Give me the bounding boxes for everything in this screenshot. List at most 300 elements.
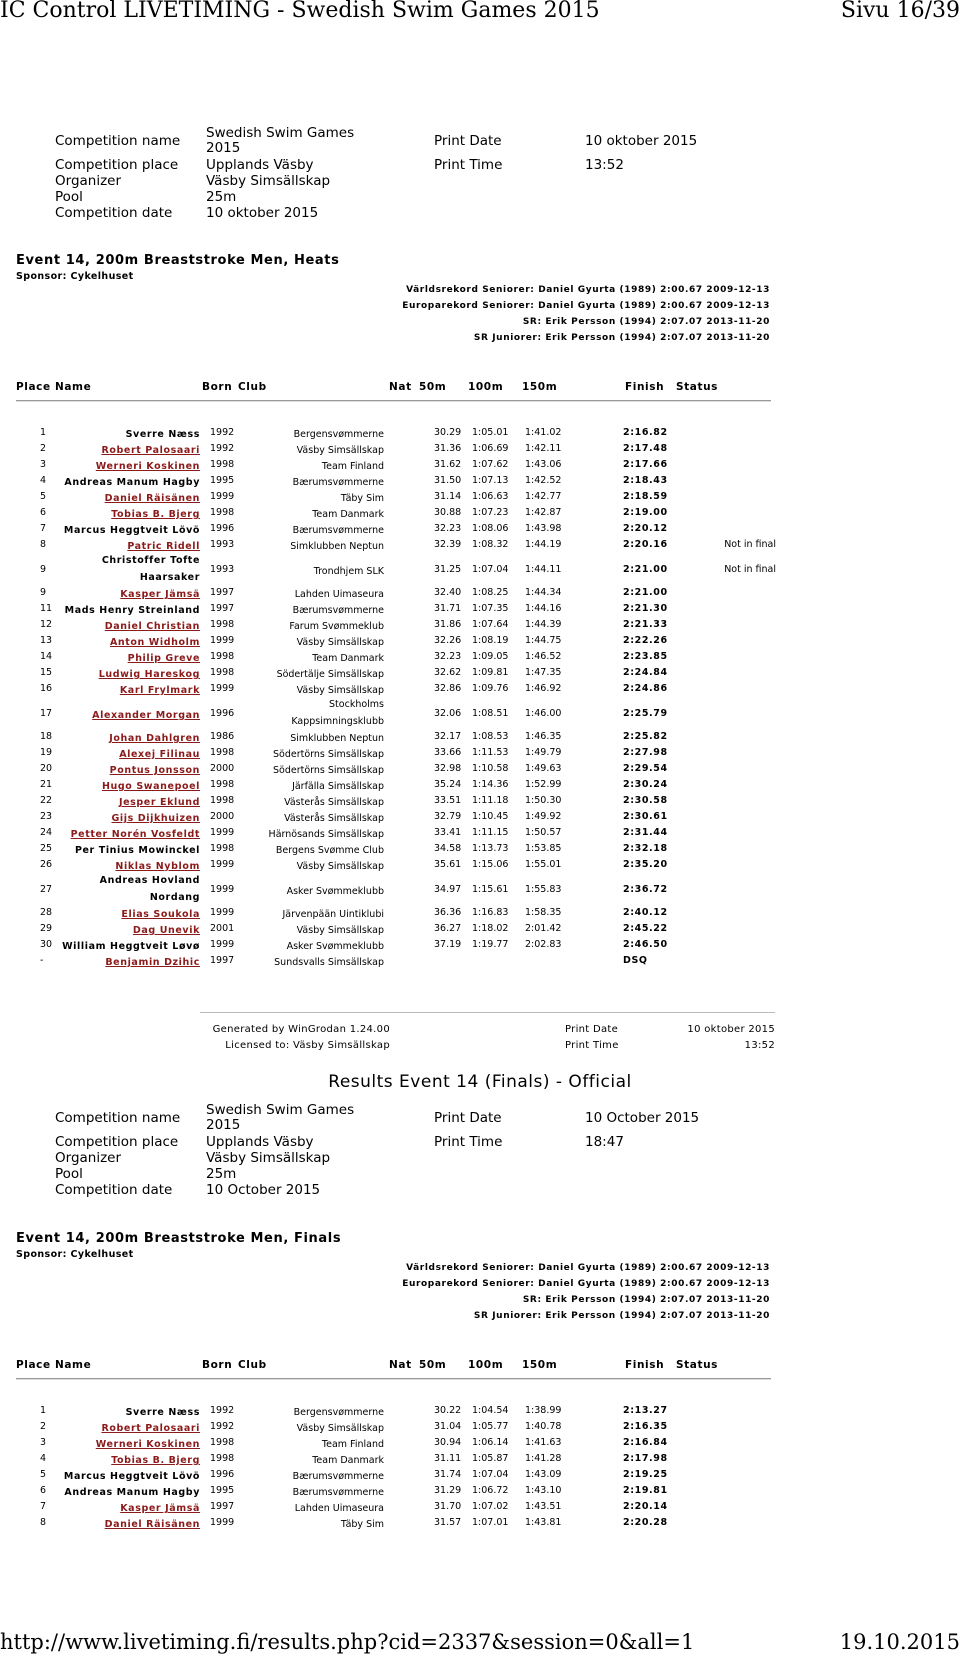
table-row [16, 939, 776, 955]
club-cell: Simklubben Neptun [290, 541, 384, 552]
split-150-cell: 1:44.39 [525, 619, 562, 630]
swimmer-name: Andreas Manum Hagby [64, 1487, 200, 1498]
split-150-cell: 1:49.92 [525, 811, 562, 822]
swimmer-link[interactable]: Benjamin Dzihic [105, 957, 200, 968]
finish-cell: 2:21.00 [623, 564, 668, 575]
split-50-cell: 30.29 [434, 427, 462, 438]
split-100-cell: 1:06.69 [472, 443, 509, 454]
finish-cell: 2:20.16 [623, 539, 668, 550]
competition-date-value: 10 oktober 2015 [206, 205, 319, 221]
split-50-cell: 34.58 [434, 843, 462, 854]
split-100-cell: 1:06.72 [472, 1485, 509, 1496]
print-date-label: Print Date [565, 1024, 619, 1035]
table-row [16, 459, 776, 475]
split-50-cell: 33.51 [434, 795, 462, 806]
place-cell: 29 [40, 923, 53, 934]
results-heading: Results Event 14 (Finals) - Official [328, 1072, 632, 1092]
split-100-cell: 1:06.63 [472, 491, 509, 502]
print-time-label: Print Time [434, 157, 503, 173]
swimmer-link[interactable]: Niklas Nyblom [115, 861, 200, 872]
swimmer-link[interactable]: Kasper Jämsä [120, 1503, 200, 1514]
finish-cell: 2:17.98 [623, 1453, 668, 1464]
col-150m: 150m [522, 381, 558, 393]
split-50-cell: 35.24 [434, 779, 462, 790]
place-cell: 27 [40, 884, 53, 895]
split-100-cell: 1:05.01 [472, 427, 509, 438]
born-cell: 1992 [210, 427, 235, 438]
competition-date-label: Competition date [55, 205, 173, 221]
swimmer-link[interactable]: Pontus Jonsson [109, 765, 200, 776]
page-header [0, 0, 960, 26]
split-50-cell: 32.39 [434, 539, 462, 550]
swimmer-link[interactable]: Patric Ridell [127, 541, 200, 552]
table-row [16, 475, 776, 491]
record-line: SR: Erik Persson (1994) 2:07.07 2013-11-20 [522, 317, 770, 327]
born-cell: 1999 [210, 859, 235, 870]
born-cell: 1996 [210, 1469, 235, 1480]
split-50-cell: 33.41 [434, 827, 462, 838]
swimmer-name: Mads Henry Streinland [64, 605, 200, 616]
col-50m: 50m [419, 1359, 447, 1371]
place-cell: 6 [40, 1485, 47, 1496]
place-cell: 14 [40, 651, 53, 662]
finish-cell: DSQ [623, 955, 648, 966]
split-100-cell: 1:07.64 [472, 619, 509, 630]
finish-cell: 2:45.22 [623, 923, 668, 934]
split-100-cell: 1:08.19 [472, 635, 509, 646]
club-cell: Bærumsvømmerne [292, 605, 384, 616]
born-cell: 1998 [210, 651, 235, 662]
swimmer-link[interactable]: Petter Norén Vosfeldt [70, 829, 200, 840]
split-100-cell: 1:08.53 [472, 731, 509, 742]
divider [16, 400, 771, 402]
swimmer-link[interactable]: Daniel Christian [104, 621, 200, 632]
place-cell: 9 [40, 564, 47, 575]
record-line: Europarekord Seniorer: Daniel Gyurta (1989) 2:00.67 2009-12-13 [402, 301, 770, 311]
born-cell: 1998 [210, 667, 235, 678]
club-cell: Järfälla Simsällskap [292, 781, 384, 792]
split-150-cell: 1:53.85 [525, 843, 562, 854]
swimmer-link[interactable]: Gijs Dijkhuizen [111, 813, 200, 824]
split-50-cell: 32.98 [434, 763, 462, 774]
pool-value: 25m [206, 189, 237, 205]
table-row [16, 1453, 776, 1469]
record-line: Europarekord Seniorer: Daniel Gyurta (1989) 2:00.67 2009-12-13 [402, 1279, 770, 1289]
place-cell: 30 [40, 939, 53, 950]
competition-name-label: Competition name [55, 1110, 181, 1126]
split-150-cell: 1:46.35 [525, 731, 562, 742]
club-cell: Lahden Uimaseura [294, 1503, 384, 1514]
competition-place-value: Upplands Väsby [206, 157, 314, 173]
born-cell: 1999 [210, 683, 235, 694]
print-date-value: 10 October 2015 [585, 1110, 700, 1126]
split-50-cell: 31.50 [434, 475, 462, 486]
finish-cell: 2:21.30 [623, 603, 668, 614]
finish-cell: 2:25.82 [623, 731, 668, 742]
print-time-value: 13:52 [744, 1040, 775, 1051]
split-100-cell: 1:11.53 [472, 747, 509, 758]
place-cell: - [40, 955, 44, 966]
pool-label: Pool [55, 1166, 83, 1182]
club-cell: Bærumsvømmerne [292, 477, 384, 488]
competition-name-value-2: 2015 [206, 1117, 241, 1133]
split-150-cell: 1:58.35 [525, 907, 562, 918]
col-100m: 100m [468, 1359, 504, 1371]
place-cell: 4 [40, 1453, 47, 1464]
organizer-value: Väsby Simsällskap [206, 173, 331, 189]
finish-cell: 2:35.20 [623, 859, 668, 870]
split-50-cell: 30.88 [434, 507, 462, 518]
split-50-cell: 31.14 [434, 491, 462, 502]
col-club: Club [238, 381, 267, 393]
divider [16, 1378, 771, 1380]
col-club: Club [238, 1359, 267, 1371]
heats-event-title: Event 14, 200m Breaststroke Men, Heats [16, 253, 340, 268]
split-50-cell: 31.11 [434, 1453, 462, 1464]
split-100-cell: 1:05.87 [472, 1453, 509, 1464]
table-row [16, 427, 776, 443]
table-row [16, 795, 776, 811]
table-row [16, 523, 776, 539]
table-row [16, 747, 776, 763]
place-cell: 24 [40, 827, 53, 838]
split-50-cell: 32.62 [434, 667, 462, 678]
split-100-cell: 1:13.73 [472, 843, 509, 854]
split-150-cell: 1:42.11 [525, 443, 562, 454]
club-cell: Bærumsvømmerne [292, 1471, 384, 1482]
swimmer-link[interactable]: Kasper Jämsä [120, 589, 200, 600]
split-100-cell: 1:19.77 [472, 939, 509, 950]
page-footer [0, 1630, 960, 1654]
swimmer-link[interactable]: Jesper Eklund [118, 797, 200, 808]
club-cell: Farum Svømmeklub [289, 621, 384, 632]
split-150-cell: 1:40.78 [525, 1421, 562, 1432]
split-150-cell: 2:01.42 [525, 923, 562, 934]
place-cell: 3 [40, 1437, 47, 1448]
table-row [16, 619, 776, 635]
place-cell: 9 [40, 587, 47, 598]
split-150-cell: 1:41.28 [525, 1453, 562, 1464]
split-100-cell: 1:07.62 [472, 459, 509, 470]
place-cell: 23 [40, 811, 53, 822]
table-row [16, 699, 776, 731]
table-row [16, 491, 776, 507]
finish-cell: 2:30.58 [623, 795, 668, 806]
split-100-cell: 1:09.76 [472, 683, 509, 694]
col-50m: 50m [419, 381, 447, 393]
col-nat: Nat [389, 381, 412, 393]
born-cell: 1999 [210, 635, 235, 646]
place-cell: 21 [40, 779, 53, 790]
col-100m: 100m [468, 381, 504, 393]
swimmer-link[interactable]: Tobias B. Bjerg [111, 509, 200, 520]
swimmer-link[interactable]: Philip Greve [127, 653, 200, 664]
finish-cell: 2:17.66 [623, 459, 668, 470]
place-cell: 19 [40, 747, 53, 758]
swimmer-link[interactable]: Johan Dahlgren [109, 733, 200, 744]
table-row [16, 1517, 776, 1533]
born-cell: 1993 [210, 539, 235, 550]
record-line: SR: Erik Persson (1994) 2:07.07 2013-11-20 [522, 1295, 770, 1305]
place-cell: 1 [40, 427, 47, 438]
club-cell: Väsby Simsällskap [296, 445, 384, 456]
table-row [16, 507, 776, 523]
finals-sponsor: Sponsor: Cykelhuset [16, 1249, 134, 1260]
club-cell: Täby Sim [340, 1519, 384, 1530]
split-100-cell: 1:10.58 [472, 763, 509, 774]
swimmer-name: Sverre Næss [125, 429, 200, 440]
born-cell: 1992 [210, 1421, 235, 1432]
club-cell-line2: Kappsimningsklubb [291, 716, 384, 727]
table-row [16, 1485, 776, 1501]
print-time-label: Print Time [565, 1040, 619, 1051]
split-150-cell: 1:55.01 [525, 859, 562, 870]
born-cell: 1997 [210, 603, 235, 614]
finish-cell: 2:21.00 [623, 587, 668, 598]
competition-date-label: Competition date [55, 1182, 173, 1198]
split-150-cell: 1:43.06 [525, 459, 562, 470]
table-row [16, 603, 776, 619]
swimmer-link[interactable]: Karl Frylmark [119, 685, 200, 696]
finish-cell: 2:17.48 [623, 443, 668, 454]
swimmer-link[interactable]: Anton Widholm [109, 637, 200, 648]
club-cell: Väsby Simsällskap [296, 685, 384, 696]
club-cell: Trondhjem SLK [313, 566, 384, 577]
swimmer-link[interactable]: Robert Palosaari [101, 445, 200, 456]
swimmer-name: William Heggtveit Løvø [62, 941, 200, 952]
place-cell: 5 [40, 491, 47, 502]
swimmer-link[interactable]: Dag Unevik [132, 925, 200, 936]
record-line: SR Juniorer: Erik Persson (1994) 2:07.07 2013-11-20 [473, 1311, 770, 1321]
col-status: Status [676, 381, 719, 393]
club-cell: Team Finland [321, 1439, 384, 1450]
finish-cell: 2:24.84 [623, 667, 668, 678]
born-cell: 1998 [210, 1437, 235, 1448]
finish-cell: 2:30.61 [623, 811, 668, 822]
split-50-cell: 37.19 [434, 939, 462, 950]
place-cell: 26 [40, 859, 53, 870]
split-150-cell: 1:43.10 [525, 1485, 562, 1496]
print-date-label: Print Date [434, 133, 502, 149]
table-row [16, 875, 776, 907]
split-50-cell: 32.86 [434, 683, 462, 694]
place-cell: 18 [40, 731, 53, 742]
split-150-cell: 1:44.16 [525, 603, 562, 614]
split-100-cell: 1:08.32 [472, 539, 509, 550]
club-cell: Team Finland [321, 461, 384, 472]
table-row [16, 1437, 776, 1453]
swimmer-name: Christoffer Tofte [101, 555, 200, 566]
finish-cell: 2:32.18 [623, 843, 668, 854]
swimmer-link[interactable]: Daniel Räisänen [104, 1519, 200, 1530]
swimmer-link[interactable]: Elias Soukola [121, 909, 200, 920]
licensed-to: Licensed to: Väsby Simsällskap [225, 1040, 390, 1051]
split-150-cell: 1:38.99 [525, 1405, 562, 1416]
place-cell: 7 [40, 1501, 47, 1512]
finish-cell: 2:30.24 [623, 779, 668, 790]
split-100-cell: 1:07.01 [472, 1517, 509, 1528]
table-row [16, 763, 776, 779]
swimmer-link[interactable]: Ludwig Hareskog [98, 669, 200, 680]
born-cell: 1998 [210, 459, 235, 470]
split-100-cell: 1:07.13 [472, 475, 509, 486]
organizer-value: Väsby Simsällskap [206, 1150, 331, 1166]
split-150-cell: 1:46.92 [525, 683, 562, 694]
split-50-cell: 36.36 [434, 907, 462, 918]
club-cell: Södertälje Simsällskap [276, 669, 384, 680]
swimmer-link[interactable]: Alexej Filinau [119, 749, 200, 760]
table-row [16, 1501, 776, 1517]
club-cell: Team Danmark [312, 509, 384, 520]
club-cell: Bergens Svømme Club [275, 845, 384, 856]
split-100-cell: 1:07.23 [472, 507, 509, 518]
swimmer-name: Marcus Heggtveit Lövö [63, 525, 200, 536]
split-50-cell: 30.94 [434, 1437, 462, 1448]
record-line: Världsrekord Seniorer: Daniel Gyurta (1989) 2:00.67 2009-12-13 [406, 285, 770, 295]
heats-sponsor: Sponsor: Cykelhuset [16, 271, 134, 282]
born-cell: 1999 [210, 491, 235, 502]
table-row [16, 955, 776, 971]
club-cell: Härnösands Simsällskap [268, 829, 384, 840]
club-cell: Väsby Simsällskap [296, 925, 384, 936]
finish-cell: 2:22.26 [623, 635, 668, 646]
born-cell: 1998 [210, 779, 235, 790]
split-100-cell: 1:08.06 [472, 523, 509, 534]
place-cell: 6 [40, 507, 47, 518]
place-cell: 11 [40, 603, 53, 614]
split-100-cell: 1:05.77 [472, 1421, 509, 1432]
place-cell: 2 [40, 443, 47, 454]
table-row [16, 1421, 776, 1437]
split-150-cell: 1:44.34 [525, 587, 562, 598]
split-150-cell: 1:43.81 [525, 1517, 562, 1528]
split-100-cell: 1:07.04 [472, 564, 509, 575]
competition-date-value: 10 October 2015 [206, 1182, 321, 1198]
split-50-cell: 32.26 [434, 635, 462, 646]
split-50-cell: 31.04 [434, 1421, 462, 1432]
pool-value: 25m [206, 1166, 237, 1182]
col-place-name: Place Name [16, 1359, 92, 1371]
swimmer-link[interactable]: Werneri Koskinen [95, 461, 200, 472]
split-100-cell: 1:07.04 [472, 1469, 509, 1480]
finish-cell: 2:19.00 [623, 507, 668, 518]
finish-cell: 2:24.86 [623, 683, 668, 694]
swimmer-link[interactable]: Tobias B. Bjerg [111, 1455, 200, 1466]
print-date-value: 10 oktober 2015 [585, 133, 698, 149]
swimmer-link[interactable]: Alexander Morgan [92, 710, 200, 721]
split-100-cell: 1:06.14 [472, 1437, 509, 1448]
finish-cell: 2:19.25 [623, 1469, 668, 1480]
status-cell: Not in final [724, 539, 776, 550]
born-cell: 1996 [210, 523, 235, 534]
club-cell: Team Danmark [312, 1455, 384, 1466]
split-50-cell: 32.06 [434, 708, 462, 719]
finish-cell: 2:40.12 [623, 907, 668, 918]
print-date-label: Print Date [434, 1110, 502, 1126]
swimmer-link[interactable]: Werneri Koskinen [95, 1439, 200, 1450]
place-cell: 25 [40, 843, 53, 854]
split-50-cell: 36.27 [434, 923, 462, 934]
club-cell: Asker Svømmeklubb [286, 941, 384, 952]
born-cell: 1995 [210, 1485, 235, 1496]
club-cell: Team Danmark [312, 653, 384, 664]
split-50-cell: 32.40 [434, 587, 462, 598]
split-50-cell: 33.66 [434, 747, 462, 758]
competition-name-value-2: 2015 [206, 140, 241, 156]
swimmer-link[interactable]: Daniel Räisänen [104, 493, 200, 504]
print-date-value: 10 oktober 2015 [687, 1024, 775, 1035]
competition-name-label: Competition name [55, 133, 181, 149]
split-150-cell: 1:43.09 [525, 1469, 562, 1480]
place-cell: 1 [40, 1405, 47, 1416]
split-100-cell: 1:11.15 [472, 827, 509, 838]
table-row [16, 843, 776, 859]
split-100-cell: 1:16.83 [472, 907, 509, 918]
table-row [16, 779, 776, 795]
born-cell: 2000 [210, 811, 235, 822]
split-100-cell: 1:18.02 [472, 923, 509, 934]
club-cell: Asker Svømmeklubb [286, 886, 384, 897]
club-cell: Simklubben Neptun [290, 733, 384, 744]
club-cell: Västerås Simsällskap [284, 813, 384, 824]
swimmer-name: Andreas Hovland [99, 875, 200, 886]
split-50-cell: 31.25 [434, 564, 462, 575]
split-150-cell: 1:41.63 [525, 1437, 562, 1448]
born-cell: 1997 [210, 955, 235, 966]
split-150-cell: 1:47.35 [525, 667, 562, 678]
split-50-cell: 31.57 [434, 1517, 462, 1528]
place-cell: 2 [40, 1421, 47, 1432]
split-50-cell: 31.71 [434, 603, 462, 614]
pool-label: Pool [55, 189, 83, 205]
finish-cell: 2:20.28 [623, 1517, 668, 1528]
place-cell: 16 [40, 683, 53, 694]
place-cell: 5 [40, 1469, 47, 1480]
split-50-cell: 34.97 [434, 884, 462, 895]
competition-place-label: Competition place [55, 1134, 179, 1150]
split-150-cell: 1:44.19 [525, 539, 562, 550]
club-cell: Bergensvømmerne [293, 429, 384, 440]
split-150-cell: 1:46.52 [525, 651, 562, 662]
finish-cell: 2:25.79 [623, 708, 668, 719]
heats-records [300, 285, 770, 349]
club-cell: Väsby Simsällskap [296, 1423, 384, 1434]
col-place-name: Place Name [16, 381, 92, 393]
born-cell: 1998 [210, 1453, 235, 1464]
swimmer-name: Marcus Heggtveit Lövö [63, 1471, 200, 1482]
table-row [16, 651, 776, 667]
swimmer-link[interactable]: Robert Palosaari [101, 1423, 200, 1434]
generated-by: Generated by WinGrodan 1.24.00 [212, 1024, 390, 1035]
place-cell: 3 [40, 459, 47, 470]
born-cell: 1999 [210, 884, 235, 895]
split-100-cell: 1:08.51 [472, 708, 509, 719]
place-cell: 8 [40, 1517, 47, 1528]
page-url: http://www.livetiming.fi/results.php?cid=2337&session=0&all=1 [0, 1630, 695, 1654]
swimmer-name: Andreas Manum Hagby [64, 477, 200, 488]
split-100-cell: 1:04.54 [472, 1405, 509, 1416]
finish-cell: 2:29.54 [623, 763, 668, 774]
print-time-value: 18:47 [585, 1134, 624, 1150]
split-150-cell: 1:42.52 [525, 475, 562, 486]
finish-cell: 2:23.85 [623, 651, 668, 662]
finish-cell: 2:31.44 [623, 827, 668, 838]
table-row [16, 907, 776, 923]
print-time-label: Print Time [434, 1134, 503, 1150]
split-100-cell: 1:15.06 [472, 859, 509, 870]
finish-cell: 2:13.27 [623, 1405, 668, 1416]
swimmer-link[interactable]: Hugo Swanepoel [101, 781, 200, 792]
